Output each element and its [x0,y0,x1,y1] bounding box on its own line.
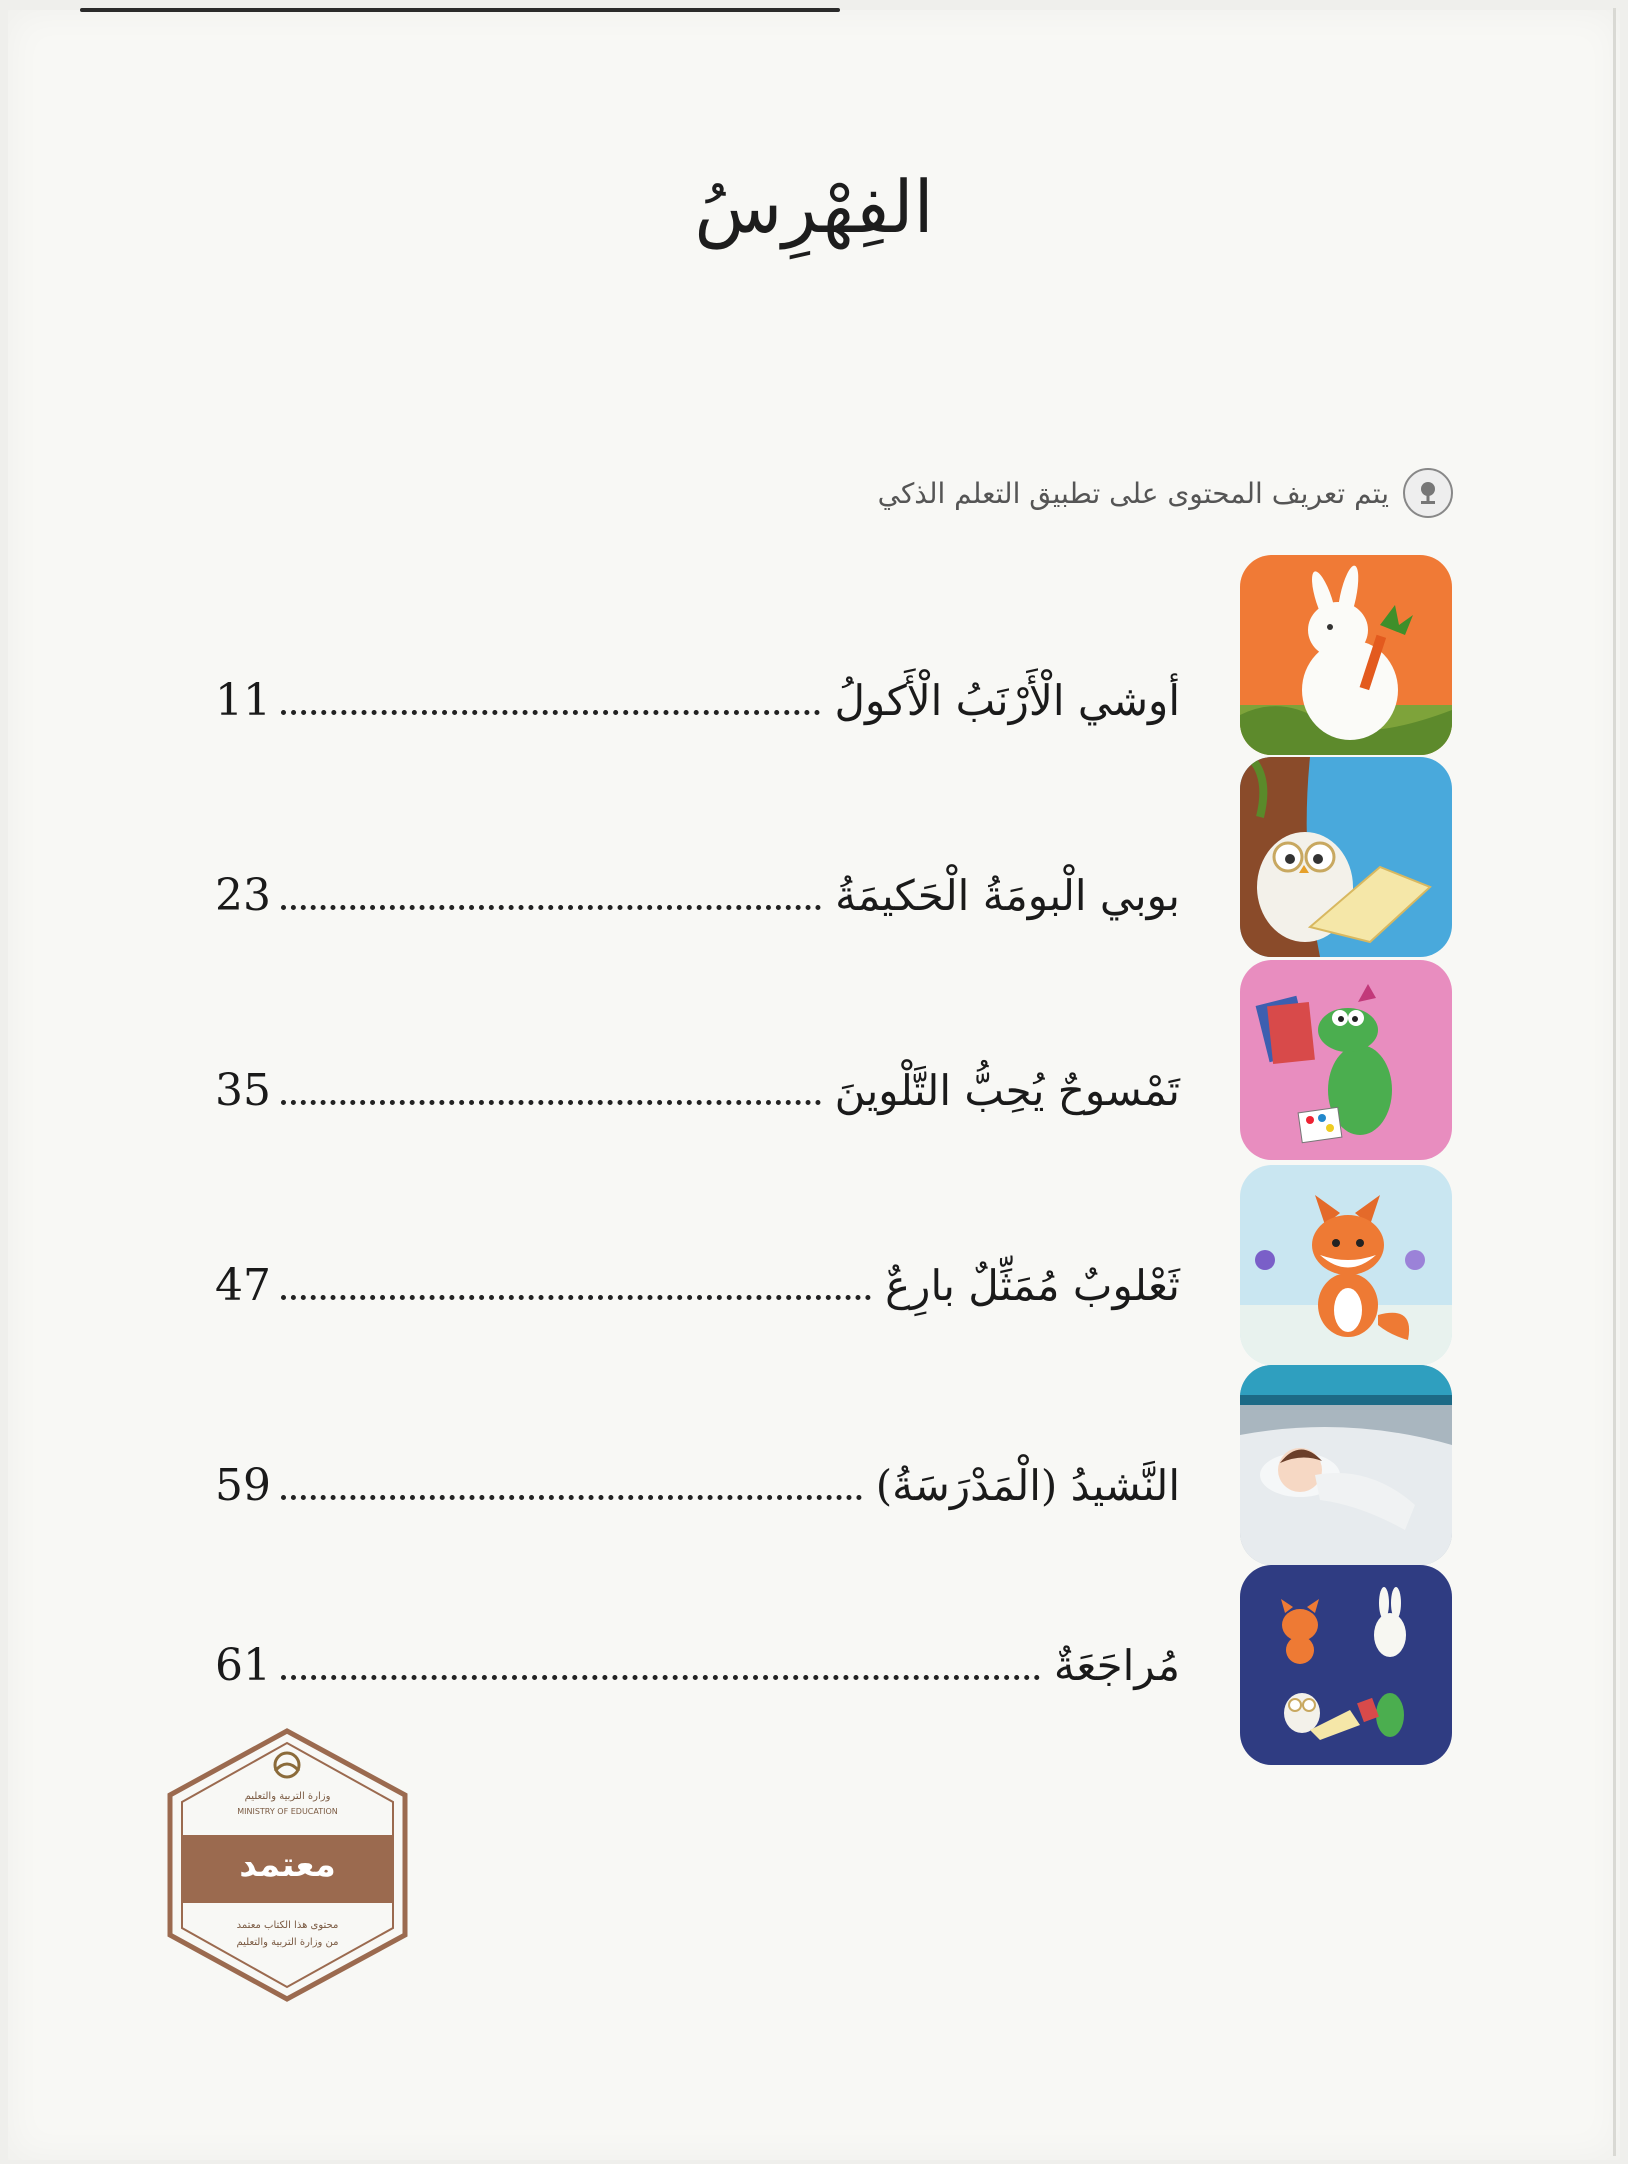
thumb-review-characters[interactable] [1240,1565,1452,1765]
thumb-sleeping-child[interactable] [1240,1365,1452,1565]
thumb-fox[interactable] [1240,1165,1452,1365]
stamp-ministry-en: MINISTRY OF EDUCATION [237,1807,338,1816]
toc-page-number: 59 [215,1459,271,1511]
toc-leader-dots [281,905,821,910]
toc-row[interactable] [215,855,1180,935]
toc-page-number: 35 [215,1064,271,1116]
toc-title: مُراجَعَةٌ [1053,1640,1180,1690]
toc-page-number: 61 [215,1639,271,1691]
thumb-crocodile[interactable] [1240,960,1452,1160]
toc-row[interactable] [215,660,1180,740]
review-characters-illustration [1240,1565,1452,1765]
page-right-edge [1613,8,1616,2156]
toc-title: أوشي الْأَرْنَبُ الْأَكولُ [834,675,1180,725]
toc-row[interactable] [215,1050,1180,1130]
ministry-approval-stamp [165,1725,410,2005]
toc-title: النَّشيدُ (الْمَدْرَسَةُ) [875,1460,1180,1510]
toc-title: ثَعْلوبٌ مُمَثِّلٌ بارِعٌ [885,1260,1180,1310]
toc-title: بوبي الْبومَةُ الْحَكيمَةُ [835,870,1180,920]
toc-page-number: 11 [215,674,271,726]
toc-row[interactable] [215,1445,1180,1525]
toc-leader-dots [281,710,820,715]
toc-leader-dots [281,1295,871,1300]
toc-leader-dots [281,1100,821,1105]
thumb-rabbit[interactable] [1240,555,1452,755]
rabbit-illustration [1240,555,1452,755]
toc-leader-dots [281,1675,1040,1680]
page-top-edge [80,8,840,12]
page-title: الفِهْرِسُ [694,165,934,249]
toc-row[interactable] [215,1245,1180,1325]
stamp-approved-label: معتمد [239,1845,336,1885]
fox-illustration [1240,1165,1452,1365]
smart-learning-note [878,468,1453,518]
stamp-note-line2: من وزارة التربية والتعليم [236,1937,339,1948]
stamp-note-line1: محتوى هذا الكتاب معتمد [236,1920,339,1931]
owl-illustration [1240,757,1452,957]
crocodile-illustration [1240,960,1452,1160]
smart-note-text: يتم تعريف المحتوى على تطبيق التعلم الذكي [877,476,1389,510]
thumb-owl[interactable] [1240,757,1452,957]
toc-leader-dots [281,1495,862,1500]
toc-row[interactable] [215,1625,1180,1705]
toc-page-number: 23 [215,869,271,921]
toc-page-number: 47 [215,1259,271,1311]
stamp-ministry-ar: وزارة التربية والتعليم [244,1791,331,1802]
sleeping-child-illustration [1240,1365,1452,1565]
toc-title: تَمْسوحٌ يُحِبُّ التَّلْوينَ [834,1065,1180,1115]
tree-icon [1403,468,1453,518]
